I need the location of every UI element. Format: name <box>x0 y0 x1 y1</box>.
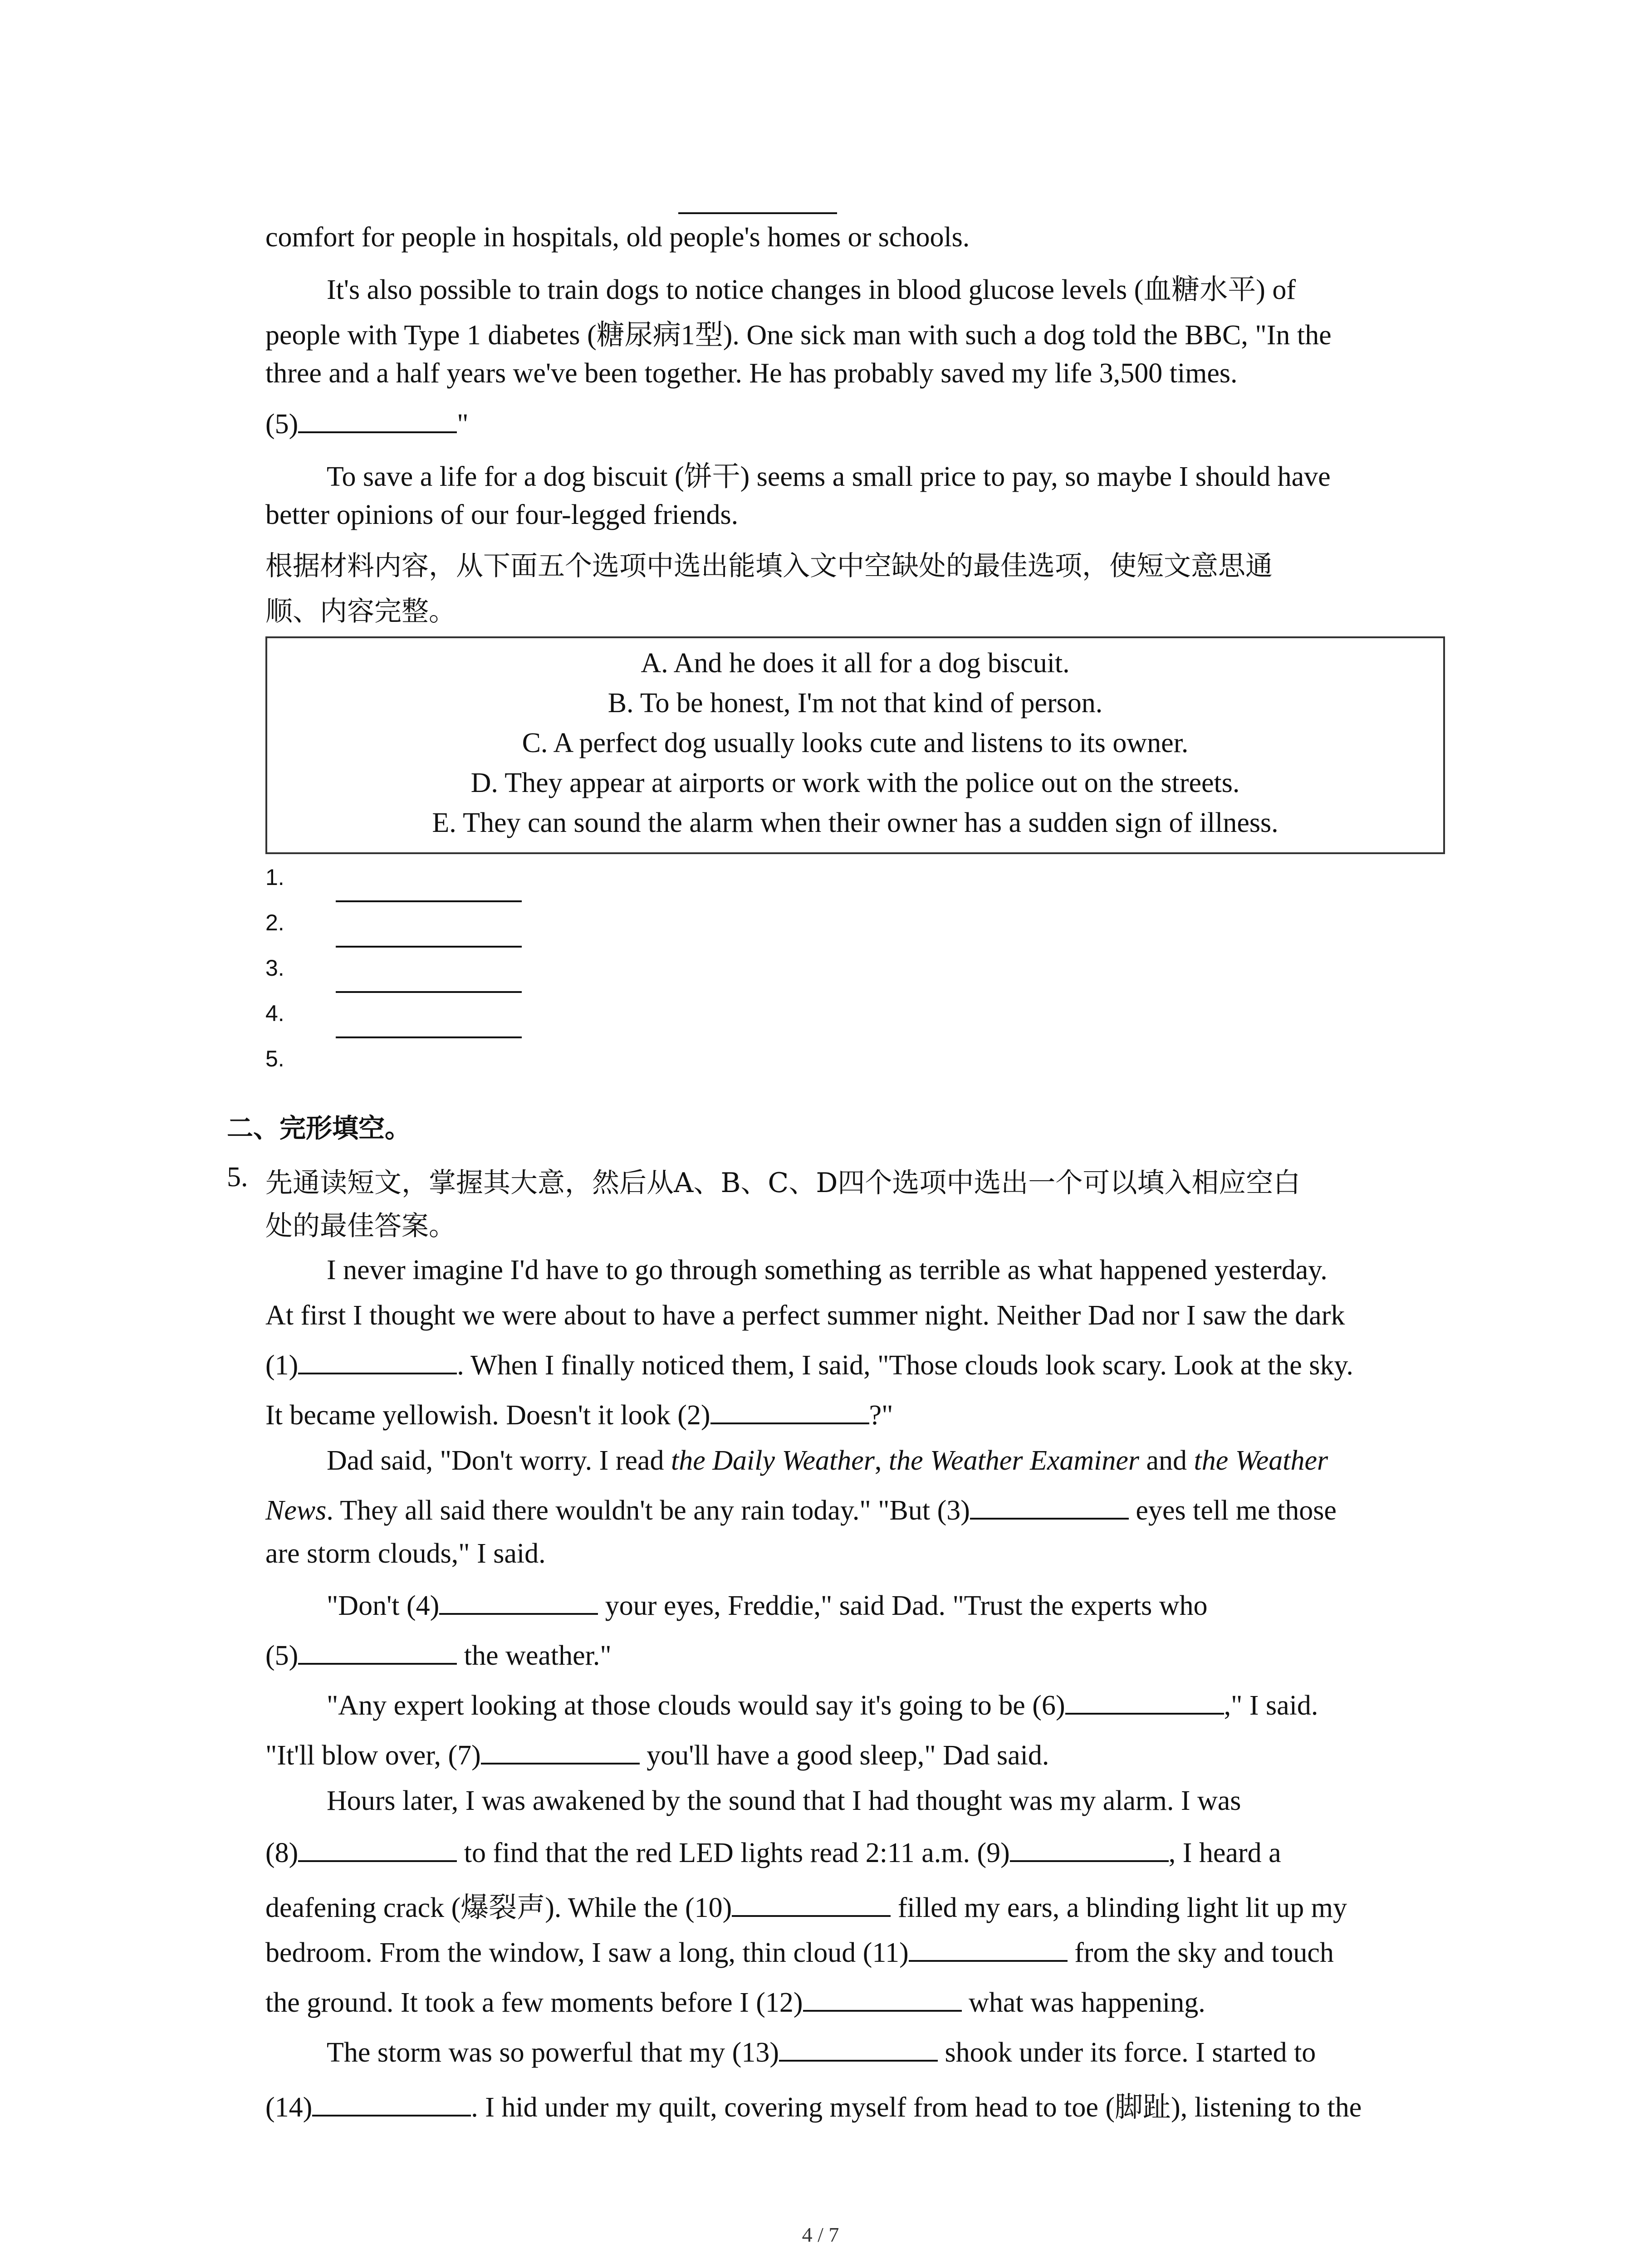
answer-blank <box>312 2089 471 2116</box>
text-line: are storm clouds," I said. <box>265 1538 546 1569</box>
answer-blank <box>336 991 522 993</box>
instruction-line: 根据材料内容，从下面五个选项中选出能填入文中空缺处的最佳选项，使短文意思通 <box>265 550 1273 582</box>
instruction-line: 顺、内容完整。 <box>265 596 456 627</box>
text-line: News. They all said there wouldn't be any rain today." "But (3) eyes tell me those <box>265 1492 1337 1527</box>
text-line: "Any expert looking at those clouds would say it's going to be (6) ," I said. <box>327 1687 1318 1722</box>
answer-blank <box>336 900 522 902</box>
instruction-line: 先通读短文，掌握其大意，然后从A、B、C、D四个选项中选出一个可以填入相应空白 <box>265 1167 1301 1199</box>
text-line: To save a life for a dog biscuit (饼干) seems a small price to pay, so maybe I should have <box>327 461 1331 492</box>
text-line: (14) . I hid under my quilt, covering myself from head to toe (脚趾), listening to the <box>265 2084 1362 2125</box>
answer-blank <box>298 1637 457 1665</box>
text-line: (8) to find that the red LED lights read 2:11 a.m. (9) , I heard a <box>265 1835 1281 1869</box>
text-line: Dad said, "Don't worry. I read the Daily Weather, the Weather Examiner and the Weather <box>327 1445 1328 1476</box>
text-line: Hours later, I was awakened by the sound that I had thought was my alarm. I was <box>327 1785 1241 1816</box>
option-e: E. They can sound the alarm when their owner has a sudden sign of illness. <box>432 807 1279 838</box>
option-d: D. They appear at airports or work with the police out on the streets. <box>470 767 1240 798</box>
text-line: (5) " <box>265 406 469 440</box>
answer-blank <box>779 2034 938 2062</box>
text-line: The storm was so powerful that my (13) shook under its force. I started to <box>327 2034 1316 2069</box>
answer-blank <box>336 946 522 948</box>
section-title: 二、完形填空。 <box>227 1113 411 1144</box>
answer-blank <box>298 1347 457 1374</box>
answer-blank <box>909 1935 1068 1962</box>
text-line: "It'll blow over, (7) you'll have a good sleep," Dad said. <box>265 1737 1049 1772</box>
page-number: 4 / 7 <box>802 2223 839 2246</box>
text-line: better opinions of our four-legged friends. <box>265 499 739 530</box>
options-box <box>265 636 1445 854</box>
option-c: C. A perfect dog usually looks cute and listens to its owner. <box>522 728 1189 758</box>
answer-blank <box>678 212 837 214</box>
text-line: "Don't (4) your eyes, Freddie," said Dad. "Trust the experts who <box>327 1588 1208 1622</box>
option-a: A. And he does it all for a dog biscuit. <box>641 648 1070 679</box>
answer-blank <box>336 1036 522 1038</box>
answer-blank <box>1010 1835 1169 1862</box>
answer-number: 1. <box>265 865 284 890</box>
text-line: It's also possible to train dogs to notice changes in blood glucose levels (血糖水平) of <box>327 274 1296 305</box>
answer-number: 4. <box>265 1001 284 1026</box>
answer-blank <box>803 1984 962 2012</box>
answer-blank <box>710 1397 869 1424</box>
answer-blank <box>970 1492 1129 1520</box>
answer-blank <box>481 1737 640 1765</box>
answer-blank <box>1065 1687 1224 1715</box>
text-line: (1) . When I finally noticed them, I said, "Those clouds look scary. Look at the sky. <box>265 1347 1353 1382</box>
answer-number: 3. <box>265 955 284 981</box>
answer-number: 2. <box>265 910 284 935</box>
text-line: the ground. It took a few moments before I (12) what was happening. <box>265 1984 1205 2019</box>
instruction-line: 处的最佳答案。 <box>265 1210 456 1242</box>
answer-blank <box>298 406 457 433</box>
text-line: people with Type 1 diabetes (糖尿病1型). One sick man with such a dog told the BBC, "In the <box>265 320 1332 351</box>
text-line: It became yellowish. Doesn't it look (2) ?" <box>265 1397 893 1432</box>
answer-blank <box>732 1890 891 1917</box>
question-number: 5. <box>227 1162 248 1193</box>
text-line: bedroom. From the window, I saw a long, thin cloud (11) from the sky and touch <box>265 1935 1334 1969</box>
answer-blank <box>298 1835 457 1862</box>
text-line: comfort for people in hospitals, old people's homes or schools. <box>265 222 970 253</box>
option-b: B. To be honest, I'm not that kind of person. <box>607 688 1103 719</box>
answer-blank <box>439 1588 598 1615</box>
answer-number: 5. <box>265 1046 284 1071</box>
text-line: (5) the weather." <box>265 1637 612 1672</box>
text-line: three and a half years we've been together. He has probably saved my life 3,500 times. <box>265 358 1238 389</box>
text-line: I never imagine I'd have to go through something as terrible as what happened yesterday. <box>327 1255 1327 1286</box>
text-line: deafening crack (爆裂声). While the (10) filled my ears, a blinding light lit up my <box>265 1885 1347 1925</box>
text-line: At first I thought we were about to have a perfect summer night. Neither Dad nor I saw the dark <box>265 1300 1345 1331</box>
